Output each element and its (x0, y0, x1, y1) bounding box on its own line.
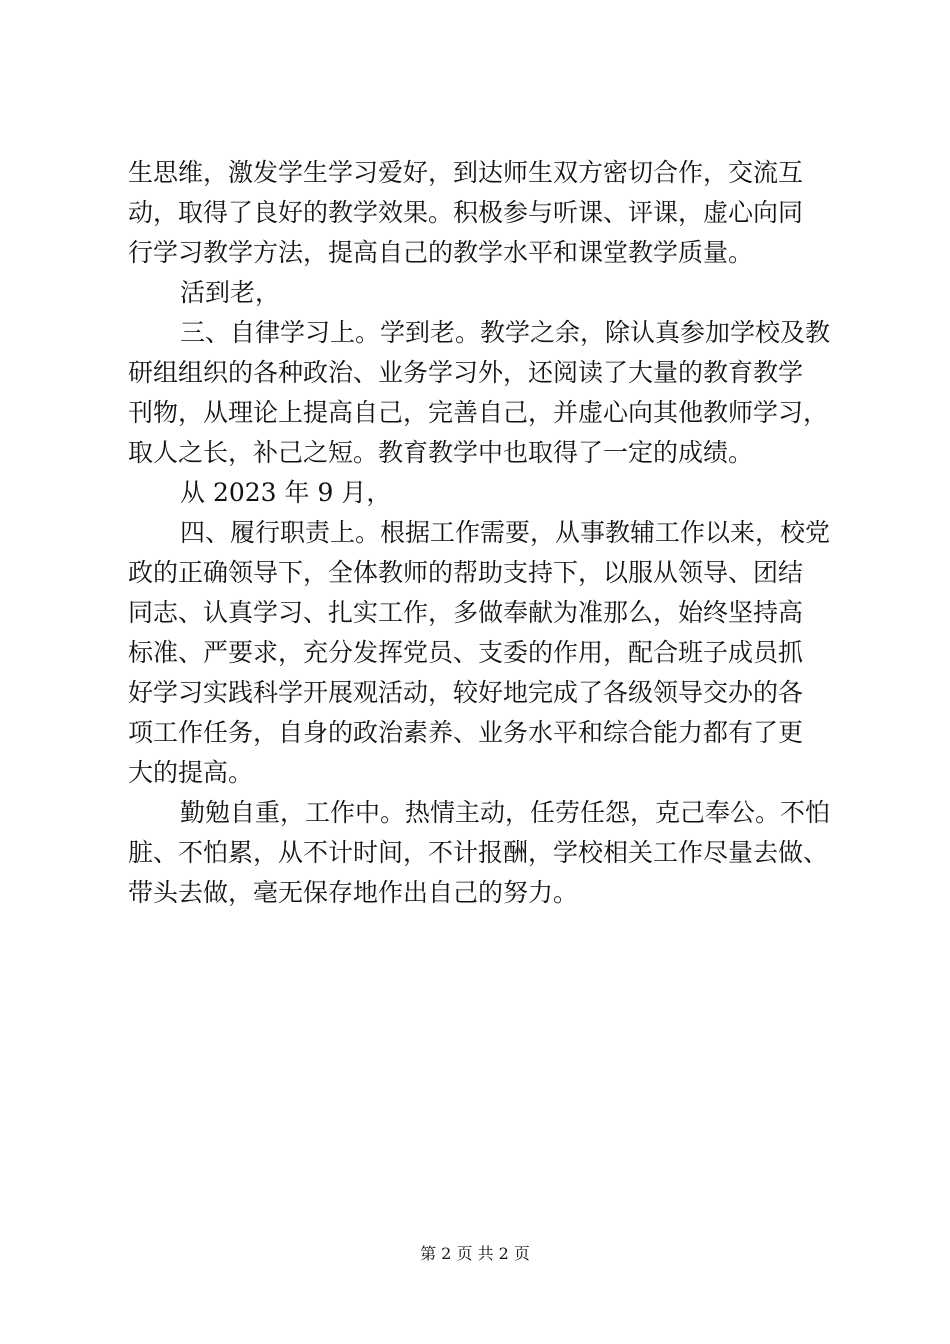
text-line (0, 753, 950, 793)
text-line (0, 873, 950, 913)
line-text: 从 2023 年 9 月， (180, 478, 392, 507)
line-text: 同志、认真学习、扎实工作，多做奉献为准那么，始终坚持高 (128, 598, 804, 627)
line-text: 取人之长，补己之短。教育教学中也取得了一定的成绩。 (128, 438, 754, 467)
text-line (0, 193, 950, 233)
text-line (0, 713, 950, 753)
line-text: 标准、严要求，充分发挥党员、支委的作用，配合班子成员抓 (128, 638, 804, 667)
line-text: 大的提高。 (128, 758, 254, 787)
line-text: 生思维，激发学生学习爱好，到达师生双方密切合作，交流互 (128, 158, 804, 187)
text-line (0, 513, 950, 553)
line-text: 脏、不怕累，从不计时间，不计报酬，学校相关工作尽量去做、 (128, 838, 829, 867)
line-text: 刊物，从理论上提高自己，完善自己，并虚心向其他教师学习， (128, 398, 829, 427)
line-text: 好学习实践科学开展观活动，较好地完成了各级领导交办的各 (128, 678, 804, 707)
text-line (0, 793, 950, 833)
text-line (0, 233, 950, 273)
text-line (0, 393, 950, 433)
text-line (0, 833, 950, 873)
line-text: 三、自律学习上。学到老。教学之余，除认真参加学校及教 (180, 318, 831, 347)
line-text: 带头去做，毫无保存地作出自己的努力。 (128, 878, 579, 907)
line-text: 研组组织的各种政治、业务学习外，还阅读了大量的教育教学 (128, 358, 804, 387)
text-line (0, 553, 950, 593)
text-line (0, 273, 950, 313)
text-line (0, 593, 950, 633)
text-line (0, 433, 950, 473)
line-text: 动，取得了良好的教学效果。积极参与听课、评课，虚心向同 (128, 198, 804, 227)
text-line (0, 313, 950, 353)
text-line (0, 153, 950, 193)
line-text: 行学习教学方法，提高自己的教学水平和课堂教学质量。 (128, 238, 754, 267)
page-number-footer: 第 2 页 共 2 页 (420, 1244, 530, 1263)
text-line (0, 353, 950, 393)
line-text: 四、履行职责上。根据工作需要，从事教辅工作以来，校党 (180, 518, 831, 547)
line-text: 政的正确领导下，全体教师的帮助支持下，以服从领导、团结 (128, 558, 804, 587)
line-text: 活到老， (180, 278, 281, 307)
line-text: 项工作任务，自身的政治素养、业务水平和综合能力都有了更 (128, 718, 804, 747)
text-line (0, 473, 950, 513)
text-line (0, 633, 950, 673)
text-line (0, 673, 950, 713)
line-text: 勤勉自重，工作中。热情主动，任劳任怨，克己奉公。不怕 (180, 798, 831, 827)
